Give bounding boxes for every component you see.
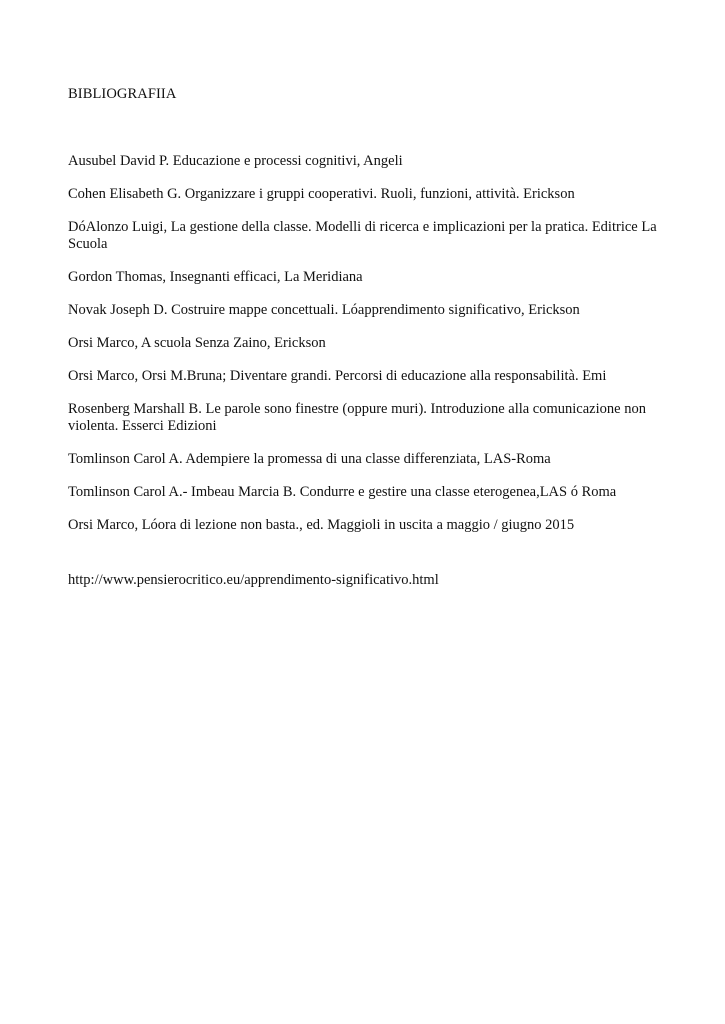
- reference-item: Orsi Marco, Lóora di lezione non basta., ed. Maggioli in uscita a maggio / giugno 2015: [68, 517, 575, 533]
- reference-item: Novak Joseph D. Costruire mappe concettuali. Lóapprendimento significativo, Erickson: [68, 302, 580, 318]
- reference-item: Rosenberg Marshall B. Le parole sono finestre (oppure muri). Introduzione alla comunicazione non violenta. Esserci Edizioni: [68, 401, 646, 434]
- reference-item: Tomlinson Carol A. Adempiere la promessa di una classe differenziata, LAS-Roma: [68, 451, 551, 467]
- reference-item: DóAlonzo Luigi, La gestione della classe. Modelli di ricerca e implicazioni per la pratica. Editrice La Scuola: [68, 219, 657, 252]
- reference-item: Cohen Elisabeth G. Organizzare i gruppi cooperativi. Ruoli, funzioni, attività. Erickson: [68, 186, 575, 202]
- reference-item: Tomlinson Carol A.- Imbeau Marcia B. Condurre e gestire una classe eterogenea,LAS ó Roma: [68, 484, 617, 500]
- page-title: BIBLIOGRAFIIA: [68, 86, 177, 102]
- reference-list: [68, 153, 668, 550]
- reference-item: Orsi Marco, Orsi M.Bruna; Diventare grandi. Percorsi di educazione alla responsabilità. Emi: [68, 368, 607, 384]
- reference-item: Ausubel David P. Educazione e processi cognitivi, Angeli: [68, 153, 403, 169]
- reference-url: http://www.pensierocritico.eu/apprendimento-significativo.html: [68, 572, 439, 588]
- reference-item: Gordon Thomas, Insegnanti efficaci, La Meridiana: [68, 269, 363, 285]
- reference-item: Orsi Marco, A scuola Senza Zaino, Erickson: [68, 335, 326, 351]
